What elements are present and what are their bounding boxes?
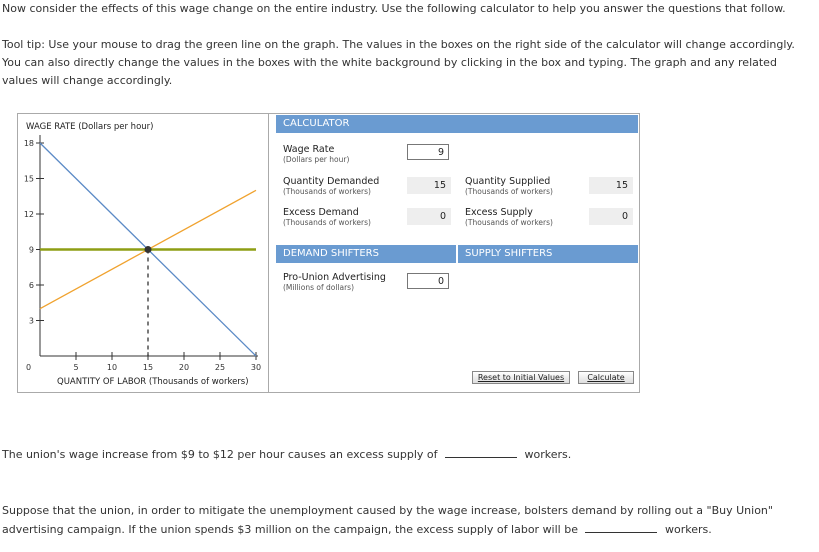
y-tick-label: 18 (23, 139, 34, 148)
quantity-demanded-label (283, 176, 379, 197)
quantity-supplied-unit: (Thousands of workers) (465, 187, 553, 196)
question-1 (2, 445, 814, 464)
intro-text: Now consider the effects of this wage change on the entire industry. Use the following calculator to help you answer the questions that follow. (2, 2, 786, 15)
question-2-text: Suppose that the union, in order to mitigate the unemployment caused by the wage increase, bolsters demand by rolling out a "Buy Union" advertising campaign. If the union spends $3 million on the campaign, the excess supply of labor will be (2, 504, 773, 536)
y-tick-label: 3 (28, 316, 34, 326)
wage-rate-label (283, 144, 349, 165)
labor-market-widget (17, 113, 640, 393)
wage-rate-input[interactable]: 9 (407, 144, 449, 160)
reset-button[interactable]: Reset to Initial Values (472, 371, 570, 384)
quantity-demanded-unit: (Thousands of workers) (283, 187, 371, 196)
x-tick-label: 15 (142, 363, 154, 372)
excess-supply-unit: (Thousands of workers) (465, 218, 553, 227)
excess-demand-label (283, 207, 371, 228)
excess-supply-label-text: Excess Supply (465, 207, 533, 218)
question-2 (2, 502, 814, 539)
wage-rate-label-text: Wage Rate (283, 144, 335, 155)
advertising-label-text: Pro-Union Advertising (283, 272, 386, 283)
y-tick-label: 15 (23, 174, 34, 184)
calculate-button[interactable]: Calculate (578, 371, 634, 384)
origin-label: 0 (26, 363, 32, 372)
x-tick-label: 20 (178, 363, 190, 372)
labor-market-graph (18, 114, 268, 392)
excess-supply-label (465, 207, 553, 228)
excess-demand-unit: (Thousands of workers) (283, 218, 371, 227)
tooltip-text: Tool tip: Use your mouse to drag the green line on the graph. The values in the boxes on the right side of the calculator will change accordingly. You can also directly change the values in the boxes with the white background by clicking in the box and typing. The graph and any related values will change accordingly. (2, 38, 795, 87)
quantity-supplied-value: 15 (589, 177, 633, 194)
question-2-answer-blank[interactable] (585, 520, 657, 533)
y-tick-label: 12 (23, 210, 34, 219)
x-tick-label: 30 (250, 363, 262, 372)
x-axis-title: QUANTITY OF LABOR (Thousands of workers) (57, 377, 249, 387)
demand-shifters-header: DEMAND SHIFTERS (276, 245, 456, 263)
wage-rate-unit: (Dollars per hour) (283, 155, 350, 164)
excess-supply-value: 0 (589, 208, 633, 225)
advertising-input[interactable]: 0 (407, 273, 449, 289)
quantity-supplied-label (465, 176, 553, 197)
quantity-supplied-label-text: Quantity Supplied (465, 176, 551, 187)
supply-shifters-header: SUPPLY SHIFTERS (458, 245, 638, 263)
equilibrium-point (145, 246, 152, 253)
x-tick-label: 10 (106, 363, 118, 372)
x-tick-label: 25 (214, 363, 226, 372)
advertising-unit: (Millions of dollars) (283, 283, 355, 292)
excess-demand-value: 0 (407, 208, 451, 225)
question-1-suffix: workers. (524, 448, 572, 461)
excess-demand-label-text: Excess Demand (283, 207, 359, 218)
question-1-text: The union's wage increase from $9 to $12 per hour causes an excess supply of (2, 448, 438, 461)
y-tick-label: 6 (28, 281, 34, 290)
y-tick-label: 9 (28, 245, 34, 255)
calculator-header: CALCULATOR (276, 115, 638, 133)
quantity-demanded-value: 15 (407, 177, 451, 194)
calculator-panel (276, 114, 638, 392)
question-1-answer-blank[interactable] (445, 445, 517, 458)
x-tick-label: 5 (73, 363, 79, 372)
question-2-suffix: workers. (664, 523, 712, 536)
advertising-label (283, 272, 386, 293)
y-axis-title: WAGE RATE (Dollars per hour) (26, 122, 154, 132)
quantity-demanded-label-text: Quantity Demanded (283, 176, 380, 187)
graph-pane (18, 114, 269, 392)
